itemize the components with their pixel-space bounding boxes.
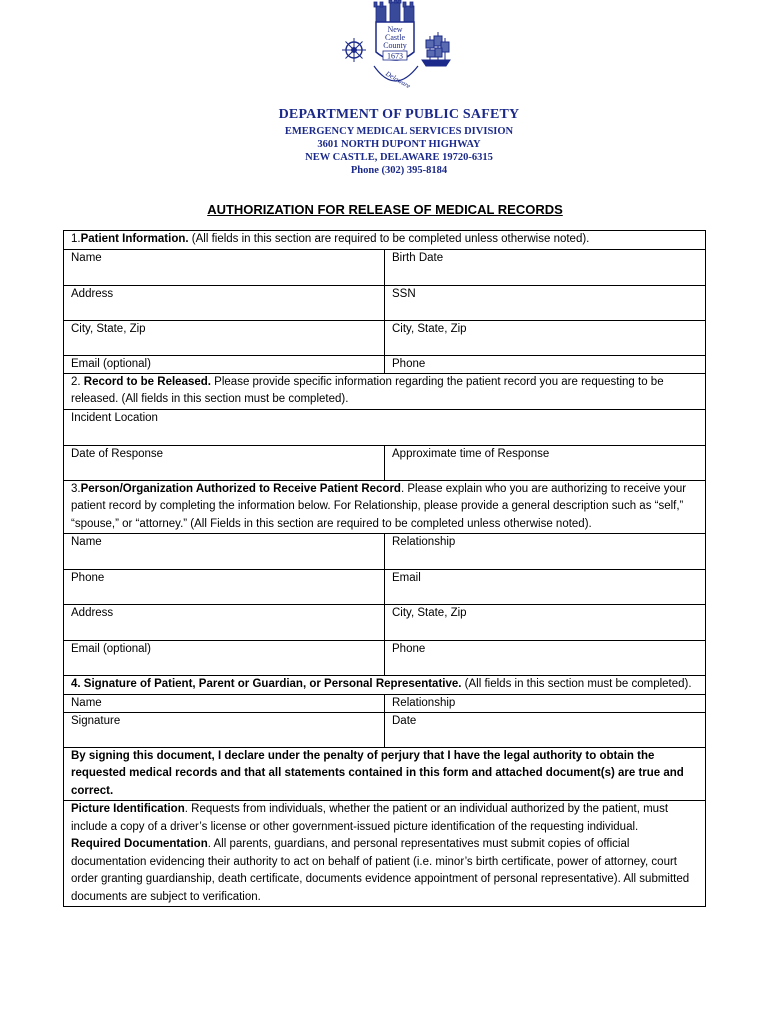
incident-location-field[interactable]: Incident Location	[71, 411, 158, 424]
section1-header	[63, 230, 706, 249]
required-documentation-heading: Required Documentation	[71, 838, 208, 850]
patient-address-field[interactable]: Address	[64, 286, 385, 320]
signature-date-field[interactable]: Date	[392, 714, 417, 727]
picture-identification-note: Picture Identification. Requests from individuals, whether the patient or an individual authorized by the patient, must include a copy of a driver’s license or other government-issued picture identification of the requesting individual.	[71, 803, 669, 833]
section3-note: . Please explain who you are authorizing to receive your patient record by completing the information below. For Relationship, please provide a general description such as “self,” “spouse,” or “attorney.” (All Fields in this section are required to be completed unless otherwise noted).	[71, 482, 687, 530]
seal-text-line1: New	[387, 25, 403, 34]
section1-note: (All fields in this section are required to be completed unless otherwise noted).	[188, 233, 590, 245]
recipient-relationship-field[interactable]: Relationship	[392, 536, 456, 548]
section2-note: Please provide specific information regarding the patient record you are requesting to be released. (All fields in this section must be completed).	[71, 375, 664, 405]
recipient-email-field[interactable]: Email	[392, 572, 421, 584]
city-address: NEW CASTLE, DELAWARE 19720-6315	[305, 152, 493, 163]
seal-year: 1673	[387, 51, 403, 61]
section2-number: 2.	[71, 375, 84, 388]
recipient-address-field[interactable]: Address	[64, 605, 385, 640]
division-name: EMERGENCY MEDICAL SERVICES DIVISION	[284, 126, 514, 137]
patient-city-state-zip-field-2[interactable]: City, State, Zip	[392, 322, 467, 335]
patient-birth-date-field[interactable]: Birth Date	[392, 251, 444, 264]
department-title: DEPARTMENT OF PUBLIC SAFETY	[278, 107, 520, 122]
section1-row	[63, 285, 706, 320]
section3-header	[63, 480, 706, 534]
date-of-response-field[interactable]: Date of Response	[64, 446, 385, 480]
section3-row	[63, 533, 706, 569]
section4-note: (All fields in this section must be completed).	[461, 678, 692, 690]
patient-phone-field[interactable]: Phone	[392, 357, 426, 370]
section2-heading: Record to be Released.	[83, 375, 211, 388]
section1-heading: Patient Information.	[80, 233, 189, 245]
department-phone: Phone (302) 395-8184	[350, 165, 448, 176]
street-address: 3601 NORTH DUPONT HIGHWAY	[317, 139, 481, 150]
seal-state: Delaware	[384, 69, 412, 91]
perjury-declaration: By signing this document, I declare under the penalty of perjury that I have the legal authority to obtain the requested medical records and that all statements contained in this form and attached document(s) are true and correct.	[71, 749, 684, 797]
patient-city-state-zip-field[interactable]: City, State, Zip	[64, 321, 385, 355]
required-documentation-note: Required Documentation. All parents, guardians, and personal representatives must submit copies of official documentation evidencing their authority to act on behalf of patient (i.e. minor’s birth certificate, power of attorney, court order granting guardianship, death certificate, documents evidence appointment of personal representative). All submitted documents are subject to verification.	[71, 838, 690, 903]
section2-row	[63, 445, 706, 480]
declaration-row	[63, 747, 706, 801]
seal-text-line3: County	[383, 41, 407, 50]
patient-name-field[interactable]: Name	[64, 250, 385, 285]
section4-row	[63, 712, 706, 747]
section4-heading: 4. Signature of Patient, Parent or Guardian, or Personal Representative.	[71, 678, 462, 690]
section1-row	[63, 249, 706, 285]
patient-ssn-field[interactable]: SSN	[392, 287, 416, 300]
section1-row	[63, 355, 706, 373]
section2-row	[63, 409, 706, 445]
signature-field[interactable]: Signature	[64, 713, 385, 747]
section2-header	[63, 373, 706, 409]
recipient-city-state-zip-field[interactable]: City, State, Zip	[392, 607, 467, 619]
recipient-name-field[interactable]: Name	[64, 534, 385, 569]
signer-name-field[interactable]: Name	[64, 695, 385, 712]
section3-row	[63, 640, 706, 675]
new-castle-county-seal	[336, 0, 454, 96]
recipient-phone-2-field[interactable]: Phone	[392, 643, 426, 655]
section4-row	[63, 694, 706, 712]
seal-text-line2: Castle	[385, 33, 405, 42]
recipient-email-optional-field[interactable]: Email (optional)	[64, 641, 385, 675]
section1-number: 1.	[71, 233, 81, 245]
signer-relationship-field[interactable]: Relationship	[392, 696, 456, 709]
authorization-form	[63, 230, 706, 907]
section3-number: 3.	[71, 482, 81, 495]
section4-header	[63, 675, 706, 694]
section3-heading: Person/Organization Authorized to Receive Patient Record	[80, 482, 401, 495]
form-title: AUTHORIZATION FOR RELEASE OF MEDICAL RECORDS	[207, 202, 563, 217]
recipient-phone-field[interactable]: Phone	[64, 570, 385, 604]
sailing-ship-icon	[422, 32, 450, 66]
approx-time-of-response-field[interactable]: Approximate time of Response	[392, 447, 550, 460]
section3-row	[63, 604, 706, 640]
requirements-notes	[63, 800, 706, 907]
patient-email-field[interactable]: Email (optional)	[64, 356, 385, 373]
picture-identification-heading: Picture Identification	[71, 803, 185, 815]
section1-row	[63, 320, 706, 355]
section3-row	[63, 569, 706, 604]
ship-wheel-icon	[342, 38, 366, 62]
